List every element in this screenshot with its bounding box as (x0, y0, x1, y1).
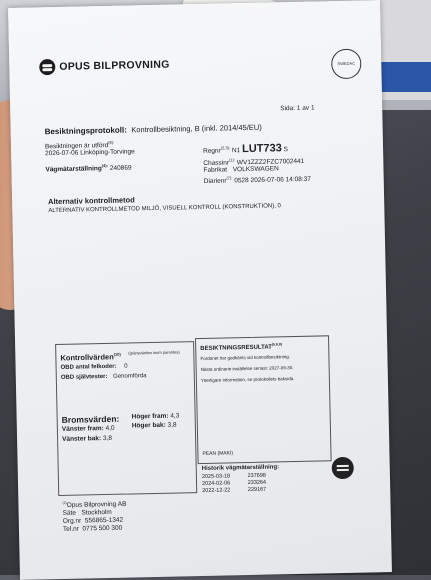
footer-tel: Tel.nr 0775 500 300 (62, 524, 123, 534)
regnr-prefix: N1 (231, 147, 241, 155)
result-line-1: Fordonet har godkänts vid kontrollbesiktning. (200, 354, 291, 362)
control-title (60, 352, 121, 363)
control-title-text: Kontrollvärden (60, 352, 114, 363)
alt-method-title: Alternativ kontrollmetod (48, 195, 135, 207)
page-number: Sida: 1 av 1 (280, 104, 315, 113)
result-line-3: Ytterligare information, se protokollets baksida. (200, 376, 295, 384)
obd-faults-value: 0 (124, 363, 128, 370)
opus-seal-icon (332, 457, 354, 479)
odometer-sup: (4): (101, 162, 109, 169)
make-row (203, 165, 278, 174)
history-value: 233264 (247, 479, 267, 487)
left-rear-label: Vänster bak: (62, 435, 102, 443)
regnr-row (203, 142, 288, 156)
obd-tests-row (61, 373, 147, 381)
history-value: 229167 (247, 486, 267, 494)
regnr-label: Regnr (203, 147, 221, 155)
result-line-2: Nästa ordinarie inställelse senast: 2027-09-30. (200, 365, 294, 373)
brakes-title: Bromsvärden: (61, 413, 120, 425)
right-rear-label: Höger bak: (131, 421, 166, 430)
protocol-heading (44, 117, 262, 140)
left-front-label: Vänster fram: (61, 425, 104, 433)
footer-company (62, 498, 126, 510)
chassis-label: Chassinr (203, 159, 230, 168)
opus-logo-icon (39, 59, 55, 75)
protocol-value: Kontrollbesiktning, B (inkl. 2014/45/EU) (131, 122, 262, 135)
right-front-label: Höger fram: (131, 412, 169, 421)
vehicle-stripe (381, 62, 431, 92)
history-date: 2025-03-18 (201, 473, 231, 481)
footer-seat: Säte Stockholm (62, 509, 112, 518)
left-rear-value: 3,8 (102, 434, 113, 443)
history-row (202, 487, 266, 495)
obd-faults-label: OBD antal felkoder: (60, 363, 117, 371)
result-box (195, 335, 332, 464)
chassis-value: WV1ZZZ2FZC7002441 (236, 157, 305, 167)
regnr-suffix: S (283, 146, 289, 154)
left-rear-row (62, 435, 112, 443)
protocol-label: Besiktningsprotokoll: (44, 125, 127, 137)
history-title: Historik vägmätarställning: (201, 464, 280, 473)
swedac-seal-icon: SWEDAC (331, 49, 362, 80)
control-note: (gränsvärden inom parentes) (128, 349, 180, 356)
performed-sup: (8): (108, 139, 115, 145)
obd-tests-label: OBD självtester: (60, 373, 108, 381)
diary-sup: (7): (226, 175, 233, 181)
odometer-row (45, 162, 131, 173)
odometer-label: Vägmätarställning (45, 165, 102, 174)
regnr-sup: (2,3): (220, 145, 231, 151)
history-date: 2024-02-06 (202, 480, 231, 487)
inspection-protocol-sheet (8, 0, 392, 580)
control-values-box (55, 341, 197, 496)
performed-value: 2026-07-06 Linköping-Torvinge (45, 148, 135, 158)
history-list (202, 473, 266, 495)
diary-label: Diarienr (203, 177, 227, 186)
regnr-value: LUT733 (241, 142, 282, 156)
history-date: 2022-12-22 (202, 487, 231, 494)
right-front-row (132, 412, 180, 420)
result-title-text: BESIKTNINGSRESULTAT (200, 344, 272, 353)
result-title (200, 342, 282, 352)
alt-method-text: ALTERNATIV KONTROLLMETOD MILJÖ, VISUELL KONTROLL (KONSTRUKTION), 0 (48, 203, 281, 215)
make-value: VOLKSWAGEN (232, 165, 279, 174)
brand-logo (39, 57, 170, 76)
footer-company-sup: (2) (62, 500, 67, 505)
chassis-sup: (1): (228, 157, 235, 163)
brand-name: OPUS BILPROVNING (59, 58, 170, 73)
obd-faults-row (61, 364, 128, 371)
make-label: Fabrikat (203, 166, 228, 174)
odometer-value: 240869 (109, 164, 132, 173)
right-rear-value: 3,8 (167, 421, 177, 429)
footer-org: Org.nr 556865-1342 (62, 516, 124, 526)
footer-company-name: Opus Bilprovning AB (66, 500, 127, 509)
footer-company-info (62, 498, 127, 534)
performed-label-text: Besiktningen är utförd (44, 142, 109, 151)
diary-value: 0528 2026-07-06 14:08:37 (234, 175, 311, 185)
result-signer: PEAN (MAKI) (202, 450, 234, 457)
left-front-row (62, 425, 115, 433)
left-front-value: 4,0 (105, 424, 115, 433)
obd-tests-value: Genomförda (113, 373, 147, 380)
right-front-value: 4,3 (170, 412, 180, 420)
diary-row (204, 174, 311, 185)
history-value: 237698 (247, 472, 266, 480)
result-title-sup: (5,6,9) (271, 342, 282, 347)
control-title-sup: (10) (113, 351, 121, 357)
right-rear-row (132, 422, 177, 430)
